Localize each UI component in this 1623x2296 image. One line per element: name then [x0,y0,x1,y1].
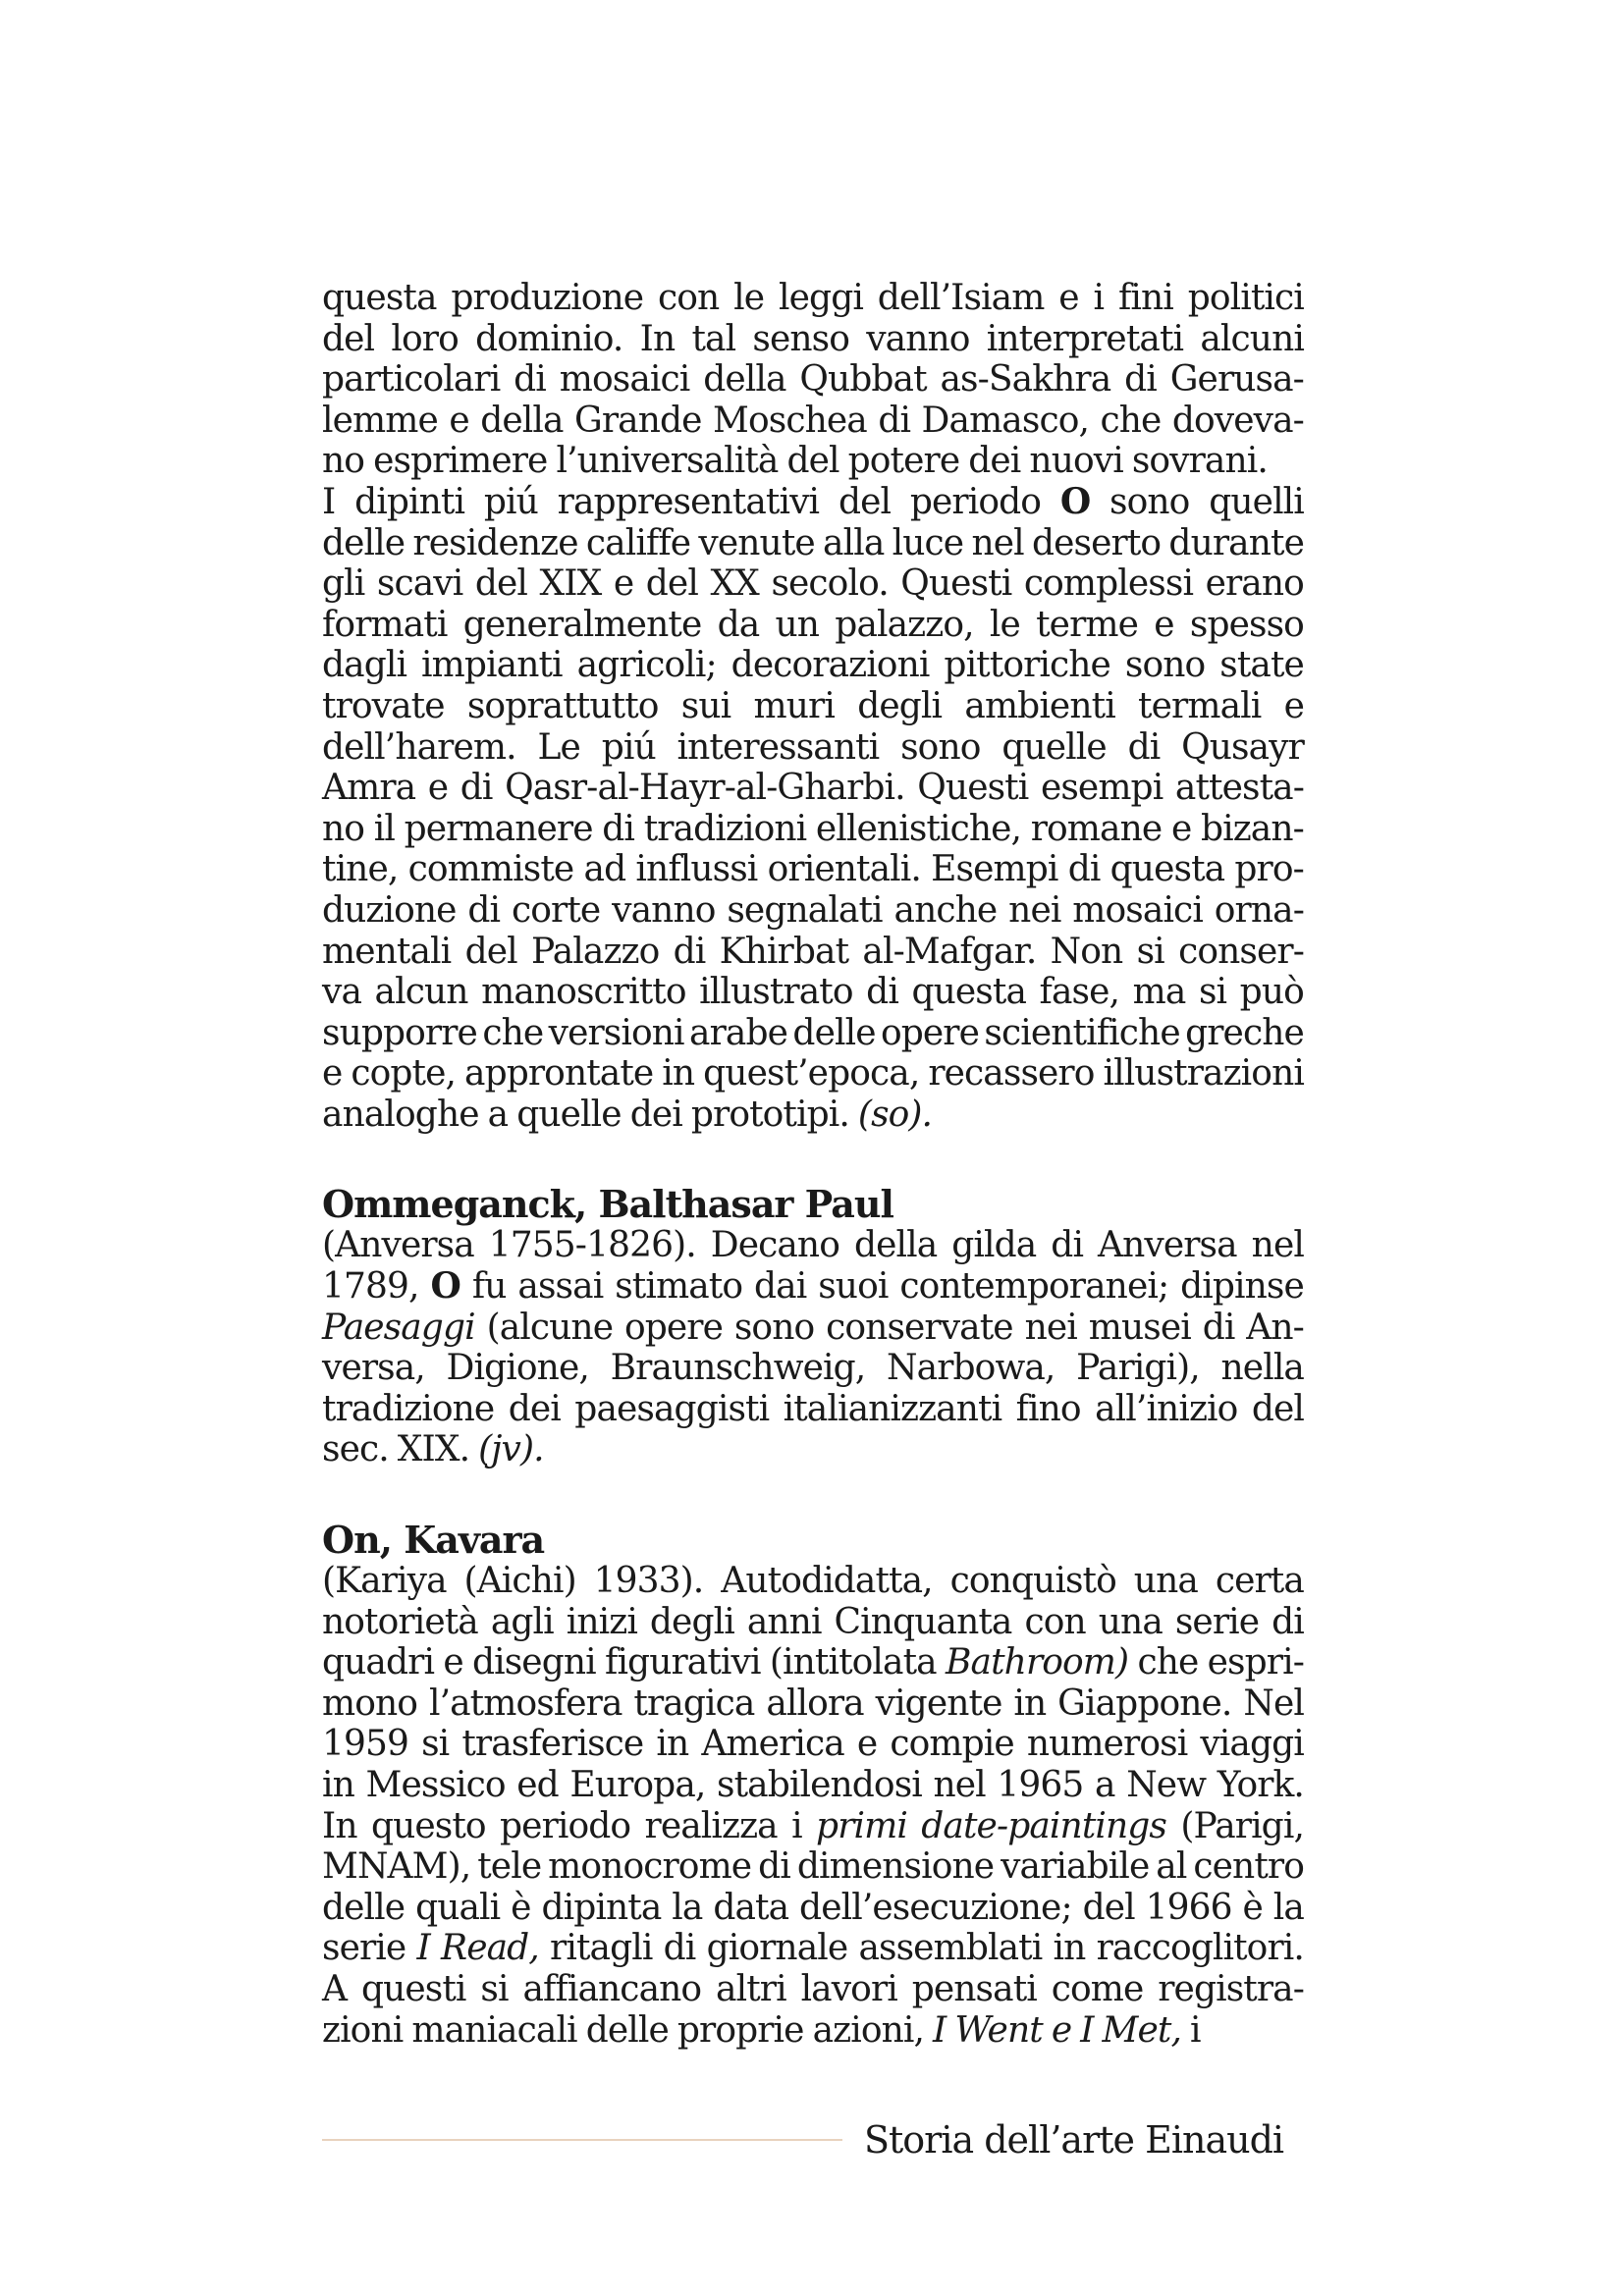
text-line: formati generalmente da un palazzo, le terme e spesso [322,604,1304,645]
text-line: serie I Read, ritagli di giornale assemblati in raccoglitori. [322,1928,1304,1969]
entry-heading-on-kavara: On, Kavara [322,1518,545,1563]
text-line: 1959 si trasferisce in America e compie numerosi viaggi [322,1724,1304,1765]
text-line: trovate soprattutto sui muri degli ambienti termali e [322,685,1304,726]
page-body [322,278,1304,2051]
text-line: MNAM), tele monocrome di dimensione variabile al centro [322,1846,1304,1888]
text-line: versa, Digione, Braunschweig, Narbowa, Parigi), nella [322,1348,1304,1389]
text-line: no esprimere l’universalità del potere dei nuovi sovrani. [322,441,1268,482]
text-line: duzione di corte vanno segnalati anche nei mosaici orna- [322,889,1304,931]
text-line: I dipinti piú rappresentativi del periodo O sono quelli [322,480,1304,522]
text-line: sec. XIX. (jv). [322,1429,544,1470]
text-line: analoghe a quelle dei prototipi. (so). [322,1094,933,1135]
text-line: (Anversa 1755-1826). Decano della gilda di Anversa nel [322,1225,1304,1266]
text-line: (Kariya (Aichi) 1933). Autodidatta, conquistò una certa [322,1561,1304,1602]
text-line: delle quali è dipinta la data dell’esecuzione; del 1966 è la [322,1887,1304,1928]
text-line: va alcun manoscritto illustrato di questa fase, ma si può [322,972,1304,1013]
entry-heading-ommeganck: Ommeganck, Balthasar Paul [322,1182,893,1227]
text-line: no il permanere di tradizioni ellenistiche, romane e bizan- [322,808,1304,849]
text-line: mono l’atmosfera tragica allora vigente in Giappone. Nel [322,1682,1304,1724]
text-line: dell’harem. Le piú interessanti sono quelle di Qusayr [322,726,1304,768]
text-line: tine, commiste ad influssi orientali. Esempi di questa pro- [322,849,1304,890]
text-line: tradizione dei paesaggisti italianizzanti fino all’inizio del [322,1388,1304,1429]
text-line: e copte, approntate in quest’epoca, recassero illustrazioni [322,1053,1304,1095]
text-line: delle residenze califfe venute alla luce nel deserto durante [322,522,1304,563]
entry-body-ommeganck [322,1225,1304,1470]
paragraph-islamic-mosaics [322,278,1304,482]
text-line: notorietà agli inizi degli anni Cinquanta con una serie di [322,1601,1304,1642]
paragraph-umayyad-paintings [322,482,1304,1136]
text-line: del loro dominio. In tal senso vanno interpretati alcuni [322,318,1304,359]
footer-rule [322,2139,842,2141]
entry-body-on-kavara [322,1561,1304,2051]
text-line: A questi si affiancano altri lavori pensati come registra- [322,1968,1304,2009]
page-footer [322,2118,1304,2162]
text-line: particolari di mosaici della Qubbat as-Sakhra di Gerusa- [322,359,1304,400]
text-line: gli scavi del XIX e del XX secolo. Questi complessi erano [322,563,1304,605]
text-line: quadri e disegni figurativi (intitolata Bathroom) che espri- [322,1642,1304,1683]
text-line: Amra e di Qasr-al-Hayr-al-Gharbi. Questi esempi attesta- [322,768,1304,809]
text-line: dagli impianti agricoli; decorazioni pittoriche sono state [322,645,1304,686]
text-line: In questo periodo realizza i primi date-paintings (Parigi, [322,1805,1304,1846]
text-line: zioni maniacali delle proprie azioni, I Went e I Met, i [322,2009,1201,2051]
text-line: in Messico ed Europa, stabilendosi nel 1965 a New York. [322,1765,1304,1805]
text-line: questa produzione con le leggi dell’Isiam e i fini politici [322,278,1304,318]
text-line: mentali del Palazzo di Khirbat al-Mafgar. Non si conser- [322,931,1304,972]
text-line: supporre che versioni arabe delle opere scientifiche greche [322,1012,1304,1053]
text-line: 1789, O fu assai stimato dai suoi contemporanei; dipinse [322,1265,1304,1308]
text-line: Paesaggi (alcune opere sono conservate nei musei di An- [322,1307,1304,1348]
text-line: lemme e della Grande Moschea di Damasco, che doveva- [322,400,1304,441]
footer-publication-title: Storia dell’arte Einaudi [864,2118,1284,2162]
